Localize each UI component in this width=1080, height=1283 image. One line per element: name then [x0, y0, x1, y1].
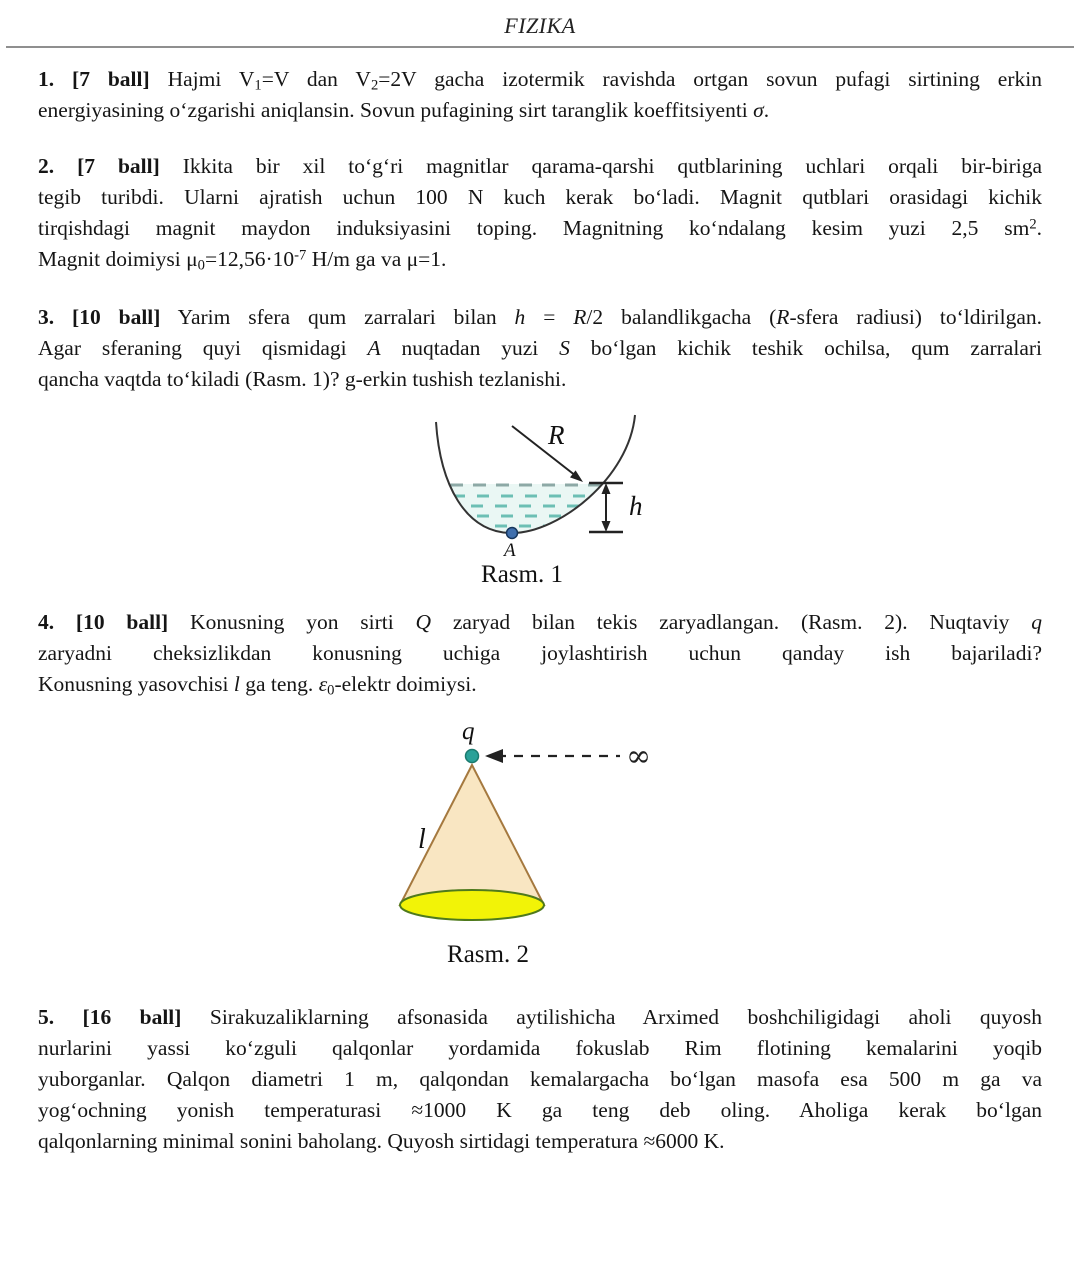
point-a-dot: [507, 528, 518, 539]
text-line: 3. [10 ball] Yarim sfera qum zarralari bilan h = R/2 balandlikgacha (R-sfera radiusi) toʻldirilgan.: [38, 305, 1042, 329]
problem-4: [38, 607, 1042, 700]
figure-1-caption: Rasm. 1: [481, 561, 563, 588]
text-line: 2. [7 ball] Ikkita bir xil toʻgʻri magnitlar qarama-qarshi qutblarining uchlari orqali bir-biriga: [38, 154, 1042, 178]
radius-label: R: [548, 420, 565, 450]
text-line: energiyasining oʻzgarishi aniqlansin. Sovun pufagining sirt taranglik koeffitsiyenti σ.: [38, 98, 770, 122]
radius-arrow-line: [512, 426, 576, 476]
point-a-label: A: [504, 540, 516, 561]
figure-2-charged-cone: [322, 718, 682, 933]
infinity-symbol: ∞: [626, 739, 651, 774]
slant-label: l: [418, 824, 426, 855]
text-line: qancha vaqtda toʻkiladi (Rasm. 1)? g-erkin tushish tezlanishi.: [38, 367, 567, 391]
text-line: 5. [16 ball] Sirakuzaliklarning afsonasida aytilishicha Arximed boshchiligidagi aholi quyosh: [38, 1005, 1042, 1029]
cone-base-ellipse: [400, 890, 544, 920]
text-line: Agar sferaning quyi qismidagi A nuqtadan yuzi S boʻlgan kichik teshik ochilsa, qum zarralari: [38, 336, 1042, 360]
text-line: tegib turibdi. Ularni ajratish uchun 100 N kuch kerak boʻladi. Magnit qutblari orasidagi kichik: [38, 185, 1042, 209]
text-line: 1. [7 ball] Hajmi $V_1=V$ dan $V_2=2V$ gacha izotermik ravishda ortgan sovun pufagi sirtining erkin: [38, 67, 1042, 94]
text-line: Magnit doimiysi $\mu_0=12,56\cdot 10^{-7}$ H/m ga va μ=1.: [38, 247, 447, 274]
problem-1: [38, 64, 1042, 126]
figure-1-hemisphere: [415, 412, 665, 562]
height-arrow-down: [602, 521, 611, 532]
problem-5: [38, 1002, 1042, 1157]
text-line: 4. [10 ball] Konusning yon sirti Q zaryad bilan tekis zaryadlangan. (Rasm. 2). Nuqtaviy q: [38, 610, 1042, 634]
problem-3: [38, 302, 1042, 395]
text-line: nurlarini yassi koʻzguli qalqonlar yordamida fokuslab Rim flotining kemalarini yoqib: [38, 1036, 1042, 1060]
infinity-arrow-head: [485, 749, 503, 763]
page-title: FIZIKA: [504, 13, 576, 38]
figure-2-caption: Rasm. 2: [447, 941, 529, 968]
text-line: yuborganlar. Qalqon diametri 1 m, qalqondan kemalargacha boʻlgan masofa esa 500 m ga va: [38, 1067, 1042, 1091]
height-label: h: [629, 491, 643, 521]
charge-label: q: [462, 718, 475, 745]
text-line: qalqonlarning minimal sonini baholang. Quyosh sirtidagi temperatura ≈6000 K.: [38, 1129, 725, 1153]
header-rule: [6, 46, 1074, 48]
text-line: Konusning yasovchisi l ga teng. $\varepsilon_0$-elektr doimiysi.: [38, 672, 477, 699]
text-line: zaryadni cheksizlikdan konusning uchiga joylashtirish uchun qanday ish bajariladi?: [38, 641, 1042, 665]
text-line: tirqishdagi magnit maydon induksiyasini toping. Magnitning koʻndalang kesim yuzi 2,5 $sm^2$.: [38, 216, 1042, 240]
problem-2: [38, 151, 1042, 275]
text-line: yogʻochning yonish temperaturasi ≈1000 K ga teng deb oling. Aholiga kerak boʻlgan: [38, 1098, 1042, 1122]
charge-dot: [466, 750, 479, 763]
